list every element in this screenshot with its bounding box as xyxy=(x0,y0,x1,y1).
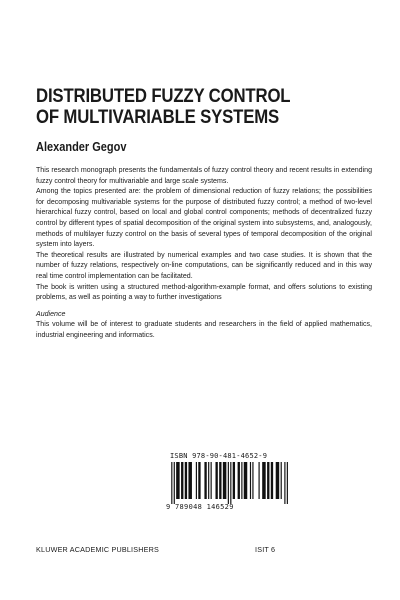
series-label: ISIT 6 xyxy=(255,545,276,554)
barcode-bar xyxy=(219,462,221,499)
barcode-bar xyxy=(233,462,235,499)
audience-text: This volume will be of interest to graduate students and researchers in the field of applied mathematics, industrial engineering and informatics. xyxy=(36,321,372,339)
barcode-bar xyxy=(211,462,212,499)
audience-heading: Audience xyxy=(36,310,66,318)
barcode-bar xyxy=(208,462,209,499)
title-line-1: DISTRIBUTED FUZZY CONTROL xyxy=(36,85,291,107)
barcode-bar xyxy=(230,462,231,504)
barcode-bar xyxy=(271,462,273,499)
barcode-bar xyxy=(238,462,240,499)
description-paragraph-1: This research monograph presents the fundamentals of fuzzy control theory and recent results in extending fuzzy control theory for multivariable and large scale systems. xyxy=(36,167,372,185)
author-name: Alexander Gegov xyxy=(36,140,127,154)
barcode-bar xyxy=(198,462,200,499)
barcode-bar xyxy=(276,462,280,499)
barcode-bar xyxy=(176,462,180,499)
barcode-bar xyxy=(228,462,229,504)
title-line-2: OF MULTIVARIABLE SYSTEMS xyxy=(36,106,280,128)
barcode-bar xyxy=(215,462,217,499)
barcode-bar xyxy=(267,462,269,499)
barcode-bar xyxy=(281,462,282,499)
barcode-image xyxy=(170,462,290,504)
barcode-number: 9 789048 146529 xyxy=(166,503,234,511)
barcode-bar xyxy=(259,462,260,499)
barcode-bar xyxy=(188,462,192,499)
barcode-bar xyxy=(171,462,172,504)
barcode-bar xyxy=(284,462,285,504)
barcode-bar xyxy=(287,462,288,504)
barcode-bar xyxy=(250,462,251,499)
barcode-bar xyxy=(196,462,197,499)
publisher-name: KLUWER ACADEMIC PUBLISHERS xyxy=(36,545,160,554)
isbn-label: ISBN 978-90-481-4652-9 xyxy=(170,452,268,460)
barcode-bar xyxy=(252,462,253,499)
description-paragraph-3: The theoretical results are illustrated by numerical examples and two case studies. It is shown that the number of fuzzy relations, respectively on-line computations, can be significantly reduced and in this way real time control implementation can be facilitated. xyxy=(36,251,372,280)
barcode-bar xyxy=(185,462,187,499)
barcode-bar xyxy=(223,462,227,499)
barcode-bar xyxy=(174,462,175,504)
barcode-bar xyxy=(204,462,206,499)
barcode-bar xyxy=(244,462,248,499)
barcode-bar xyxy=(181,462,183,499)
barcode-bar xyxy=(262,462,266,499)
barcode-bar xyxy=(241,462,242,499)
description xyxy=(36,166,372,342)
book-title xyxy=(36,86,328,128)
description-paragraph-2: Among the topics presented are: the problem of dimensional reduction of fuzzy relations; the possibilities for decomposing multivariable systems for the purpose of distributed fuzzy control; a method of two-level hierarchical fuzzy control, based on local and global control components; methods of decentralized fuzzy control by different types of spatial decomposition of the original system into subsystems, and, analogously, methods of multilayer fuzzy control on the basis of several types of temporal decomposition of the original system into layers. xyxy=(36,188,372,249)
description-paragraph-4: The book is written using a structured method-algorithm-example format, and offers solutions to existing problems, as well as pointing a way to further investigations xyxy=(36,283,372,302)
